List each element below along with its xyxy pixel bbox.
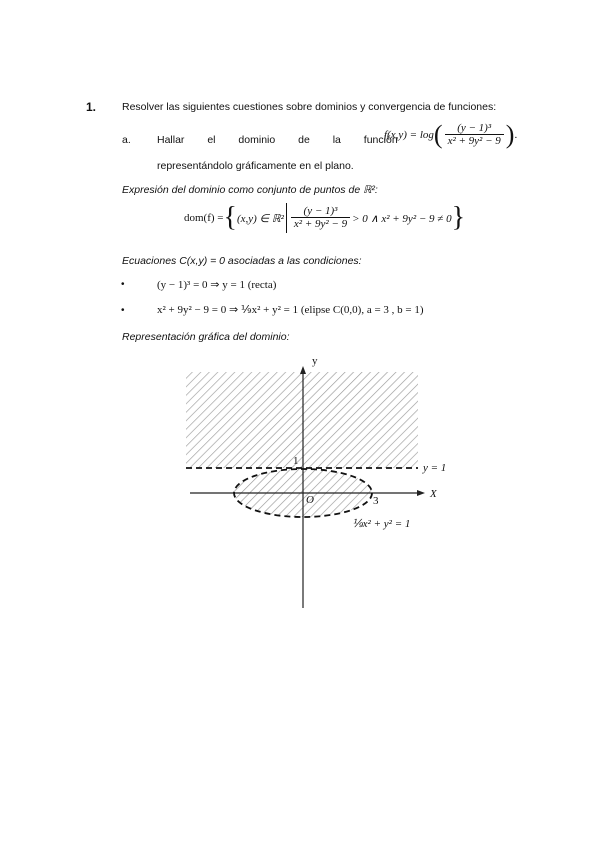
axis-x-label: X: [430, 488, 437, 500]
function-denominator: x² + 9y² − 9: [445, 134, 504, 148]
brace-open: {: [223, 202, 237, 233]
paren-close: ): [505, 120, 515, 149]
bullet-icon: •: [121, 279, 125, 290]
domain-region-above-line: [186, 372, 418, 468]
part-a-text: Hallar el dominio de la función: [157, 134, 398, 146]
brace-close: }: [451, 202, 466, 233]
function-definition: [384, 122, 517, 148]
domain-denominator: x² + 9y² − 9: [291, 217, 350, 231]
set-separator: [286, 203, 287, 233]
bullet-icon: •: [121, 305, 125, 316]
part-a-letter: a.: [122, 134, 131, 146]
paren-open: (: [433, 120, 443, 149]
problem-number: 1.: [86, 100, 97, 114]
x-axis-arrow-icon: [417, 490, 425, 496]
origin-label: O: [306, 494, 314, 506]
function-lhs: f(x,y) = log: [384, 129, 434, 141]
domain-set-right: > 0 ∧ x² + 9y² − 9 ≠ 0: [352, 212, 452, 225]
graph-heading: Representación gráfica del dominio:: [122, 331, 290, 343]
domain-expression: [184, 203, 465, 233]
equations-heading: Ecuaciones C(x,y) = 0 asociadas a las condiciones:: [122, 255, 362, 267]
ellipse-label: ⅑x² + y² = 1: [352, 518, 411, 530]
axis-y-label: y: [312, 355, 318, 367]
function-numerator: (y − 1)³: [457, 122, 492, 134]
equation-item-1: (y − 1)³ = 0 ⇒ y = 1 (recta): [157, 279, 277, 291]
problem-statement: Resolver las siguientes cuestiones sobre dominios y convergencia de funciones:: [122, 101, 497, 113]
domain-graph: [180, 350, 460, 615]
domain-heading: Expresión del dominio como conjunto de puntos de ℝ²:: [122, 184, 378, 196]
line-label: y = 1: [423, 462, 447, 474]
domain-set-left: (x,y) ∈ ℝ²: [236, 212, 284, 225]
tick-y-label: 1: [293, 455, 299, 467]
domain-numerator: (y − 1)³: [303, 205, 338, 217]
part-a-text-2: representándolo gráficamente en el plano.: [157, 160, 354, 172]
equation-item-2: x² + 9y² − 9 = 0 ⇒ ⅑x² + y² = 1 (elipse C(0,0), a = 3 , b = 1): [157, 304, 424, 316]
tick-x-label: 3: [373, 495, 379, 507]
y-axis-arrow-icon: [300, 366, 306, 374]
function-tail: .: [514, 129, 518, 141]
domain-lhs: dom(f) =: [184, 212, 224, 224]
